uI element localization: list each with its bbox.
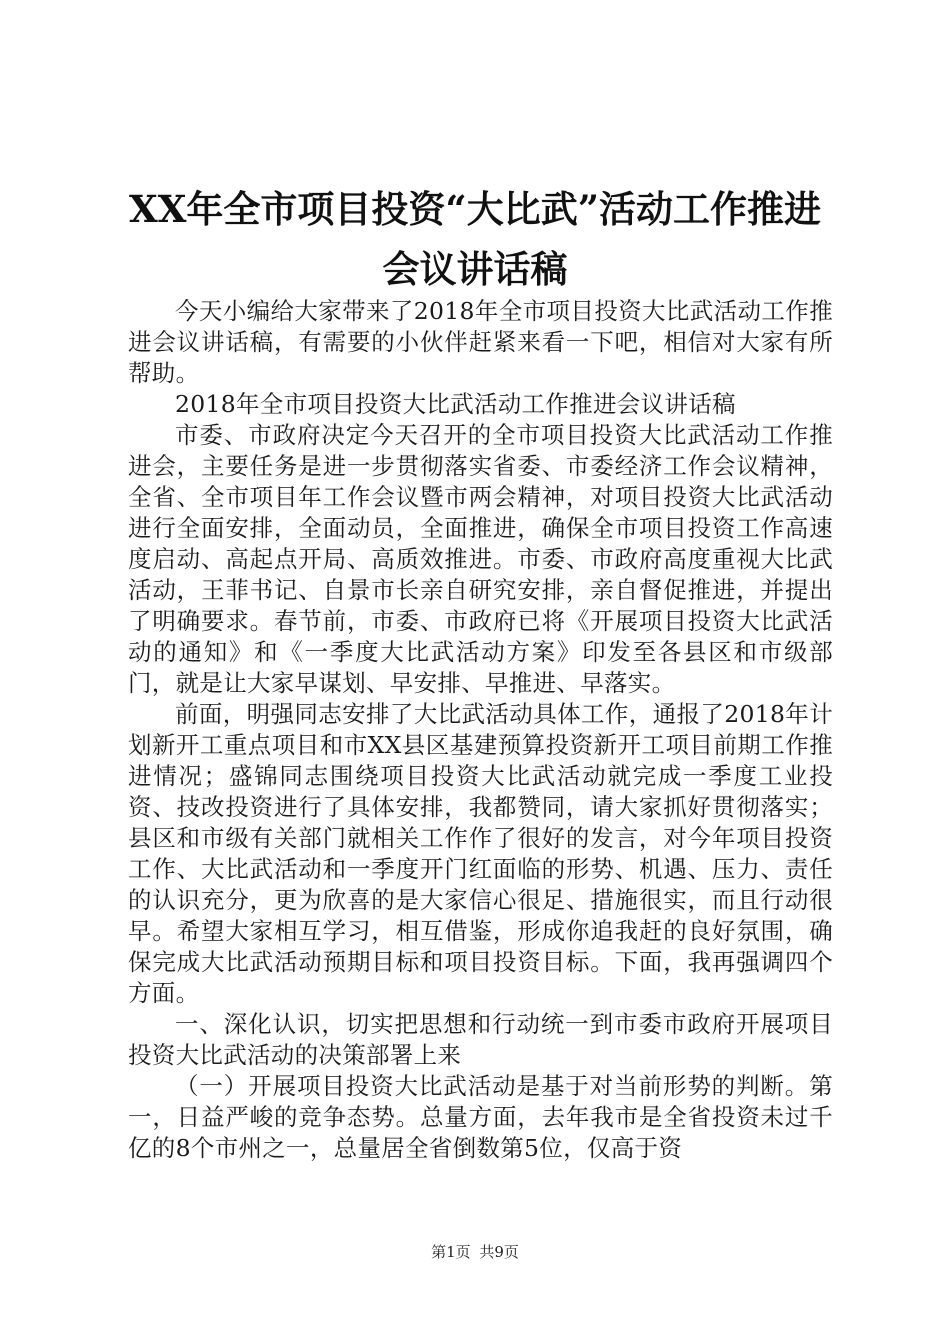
document-body — [128, 296, 833, 1164]
body-paragraph: 市委、市政府决定今天召开的全市项目投资大比武活动工作推进会，主要任务是进一步贯彻落实省委、市委经济工作会议精神，全省、全市项目年工作会议暨市两会精神，对项目投资大比武活动进行全面安排，全面动员，全面推进，确保全市项目投资工作高速度启动、高起点开局、高质效推进。市委、市政府高度重视大比武活动，王菲书记、自景市长亲自研究安排，亲自督促推进，并提出了明确要求。春节前，市委、市政府已将《开展项目投资大比武活动的通知》和《一季度大比武活动方案》印发至各县区和市级部门，就是让大家早谋划、早安排、早推进、早落实。 — [128, 421, 833, 697]
document-title-line-2: 会议讲话稿 — [382, 247, 568, 291]
intro-paragraph: 今天小编给大家带来了2018年全市项目投资大比武活动工作推进会议讲话稿，有需要的小伙伴赶紧来看一下吧，相信对大家有所帮助。 — [128, 297, 833, 387]
section-heading: 一、深化认识，切实把思想和行动统一到市委市政府开展项目投资大比武活动的决策部署上来 — [128, 1010, 833, 1069]
page-number: 第1页 — [431, 1243, 471, 1261]
page-footer — [0, 1242, 950, 1262]
body-paragraph: （一）开展项目投资大比武活动是基于对当前形势的判断。第一，日益严峻的竞争态势。总量方面，去年我市是全省投资未过千亿的8个市州之一，总量居全省倒数第5位，仅高于资 — [128, 1072, 833, 1162]
document-title-line-1: XX年全市项目投资“大比武”活动工作推进 — [129, 187, 821, 231]
subtitle-paragraph: 2018年全市项目投资大比武活动工作推进会议讲话稿 — [175, 390, 736, 418]
page-total: 共9页 — [479, 1243, 519, 1261]
body-paragraph: 前面，明强同志安排了大比武活动具体工作，通报了2018年计划新开工重点项目和市XX县区基建预算投资新开工项目前期工作推进情况；盛锦同志围绕项目投资大比武活动就完成一季度工业投资、技改投资进行了具体安排，我都赞同，请大家抓好贯彻落实；县区和市级有关部门就相关工作作了很好的发言，对今年项目投资工作、大比武活动和一季度开门红面临的形势、机遇、压力、责任的认识充分，更为欣喜的是大家信心很足、措施很实，而且行动很早。希望大家相互学习，相互借鉴，形成你追我赶的良好氛围，确保完成大比武活动预期目标和项目投资目标。下面，我再强调四个方面。 — [128, 700, 833, 1007]
